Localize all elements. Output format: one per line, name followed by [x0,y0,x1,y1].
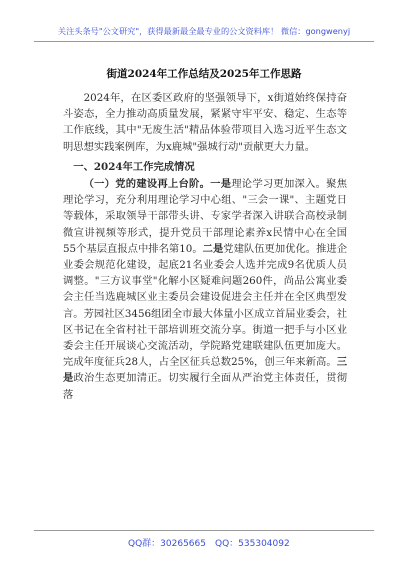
document-body [63,90,347,403]
point-three-title: 政治生态更加清正。 [73,372,169,385]
footer-qq-number: QQ：535304092 [215,539,290,549]
footer-qq-group: QQ群：30265665 [128,539,206,549]
point-two-text: 推进企业委会规范化建设，起底21名业委会人选并完成9名优质人员调整。"三方议事堂"化解小区疑难问题260件，尚品公寓业委会主任当选鹿城区业主委员会建设促进会主任并在全区典型发言。芳园社区3456组团全市最大体量小区成立首届业委会，社区书记在全省村社干部培训班交流分享。街道一把手与小区业委会主任开展谈心交流活动，学院路党建联建队伍更加庞大。完成年度征兵28人，占全区征兵总数25%，创三年来新高。 [63,242,347,369]
section-heading: 一、2024年工作完成情况 [73,160,195,173]
point-three-lead: 三是 [63,356,347,385]
point-one-title: 理论学习更加深入。 [231,178,327,191]
point-two-title: 党建队伍更加优化。 [223,242,317,255]
subsection-heading: （一）党的建设再上台阶。 [83,178,211,191]
header-notice: 关注头条号"公文研究"，获得最新最全最专业的公文资料库！ 微信：gongwenyj [57,26,351,36]
point-two-lead: 二是 [202,242,224,255]
subsection-paragraph [63,176,347,403]
point-one-lead: 一是 [210,178,232,191]
document-title: 街道2024年工作总结及2025年工作思路 [106,68,302,80]
header-divider [34,41,374,42]
footer-divider [34,530,374,531]
intro-paragraph: 2024年，在区委区政府的坚强领导下，x街道始终保持奋斗姿态，全力推动高质量发展，紧紧守牢平安、稳定、生态等工作底线，其中"无废生活"精品体验带项目入选习近平生态文明思想实践案例库，为x鹿城"强城行动"贡献更大力量。 [63,92,347,153]
point-three-text: 切实履行全面从严治党主体责任，贯彻落 [63,372,348,401]
point-one-text: 聚焦理论学习，充分利用理论学习中心组、"三会一课"、主题党日等载体，采取领导干部带头讲、专家学者深入讲联合高校录制微宣讲视频等形式，提升党员干部理论素养x民情中心在全国55个基层直报点中排名第10。 [63,178,348,255]
